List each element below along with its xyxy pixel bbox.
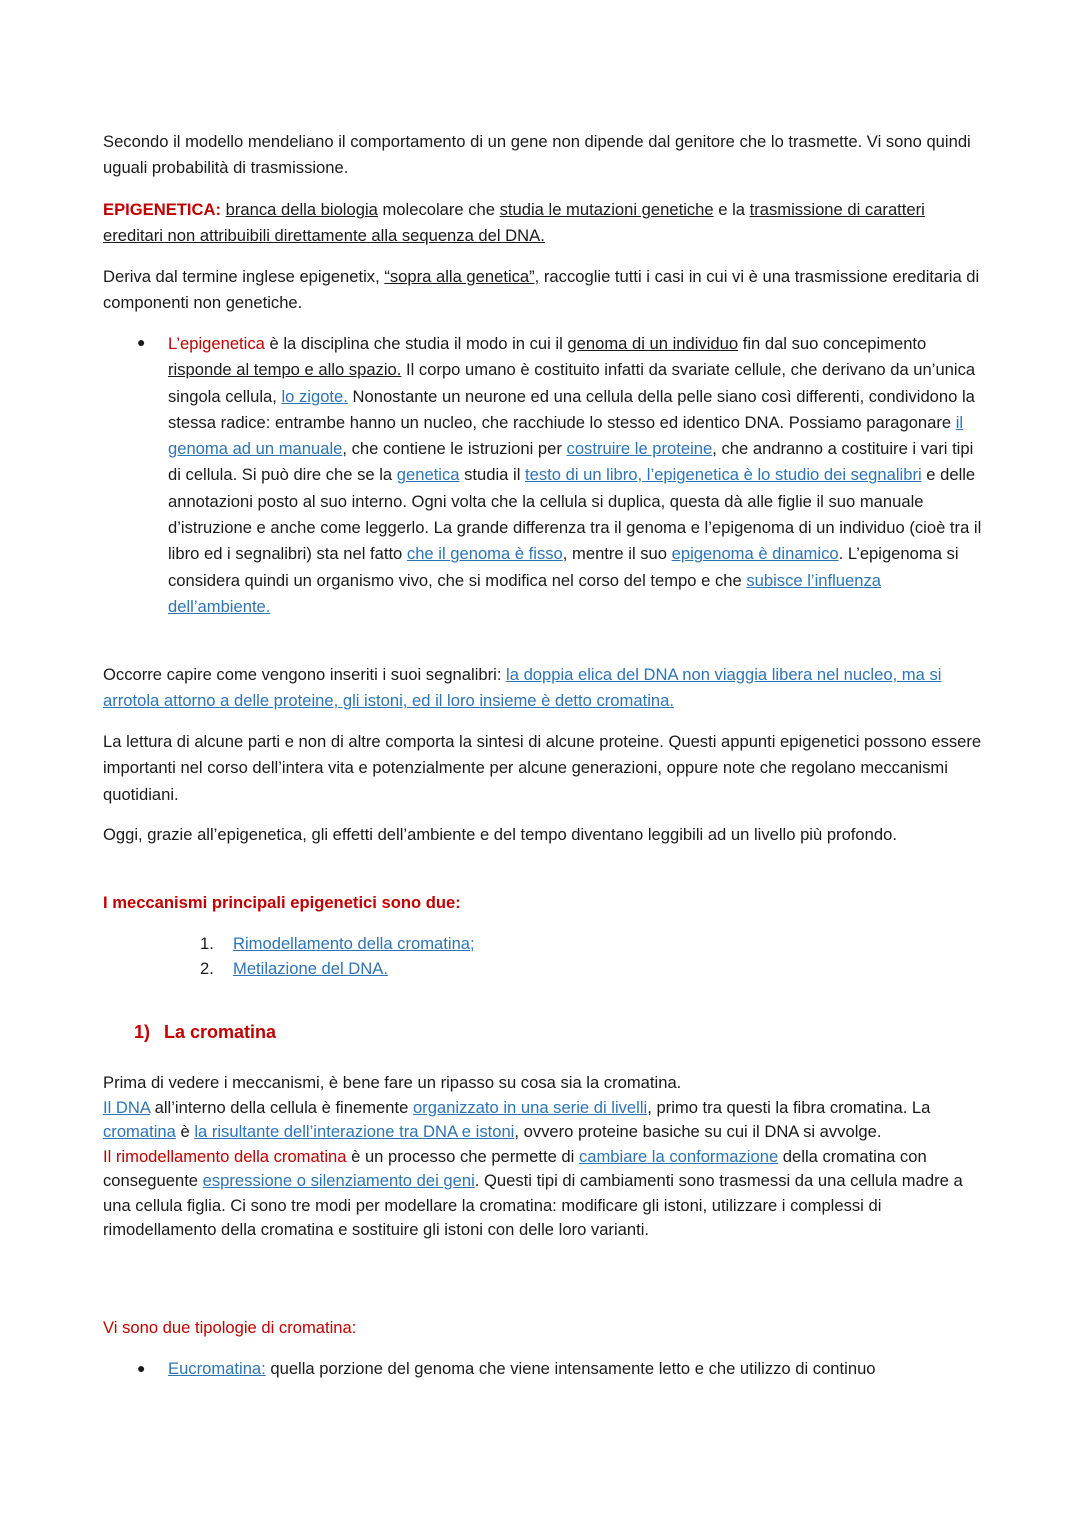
cromatina-link: cambiare la conformazione: [578, 1146, 779, 1166]
epigenetica-label: EPIGENETICA:: [103, 200, 222, 219]
def-part: studia le mutazioni genetiche: [499, 200, 714, 219]
eucromatina-link: Eucromatina:: [168, 1359, 266, 1378]
bullet-link: che il genoma è fisso: [406, 544, 563, 564]
cromatina-text: è un processo che permette di: [346, 1146, 579, 1166]
bullet-epigenetica: [168, 331, 983, 620]
cromatina-text: all’interno della cellula è finemente: [150, 1097, 413, 1117]
deriva-paragraph: [103, 264, 983, 317]
deriva-quote: “sopra alla genetica”,: [384, 267, 540, 286]
cromatina-link: la risultante dell’interazione tra DNA e istoni: [194, 1122, 515, 1141]
bullet-link: epigenoma è dinamico: [671, 544, 839, 564]
deriva-part: Deriva dal termine inglese epigenetix,: [103, 267, 385, 286]
bullet-text: fin dal suo concepimento: [738, 334, 927, 353]
cromatina-text: , ovvero proteine basiche su cui il DNA si avvolge.: [514, 1122, 882, 1141]
cromatina-link: cromatina: [103, 1122, 176, 1141]
bullet-link: costruire le proteine: [566, 439, 713, 459]
bullet-term: L’epigenetica: [168, 334, 265, 353]
bullet-link: il genoma ad un manuale: [168, 412, 964, 459]
bullet-dot-icon: ●: [137, 334, 146, 350]
bullet-text: genoma di un individuo: [567, 334, 739, 353]
section-number: 1): [134, 1022, 151, 1042]
cromatina-term: Il rimodellamento della cromatina: [103, 1146, 347, 1166]
def-part: trasmissione di caratteri ereditari non attribuibili direttamente alla sequenza del DNA.: [103, 200, 925, 246]
cromatina-link: espressione o silenziamento dei geni: [202, 1171, 475, 1190]
section-title: La cromatina: [164, 1022, 277, 1042]
bullet-text: , mentre il suo: [562, 544, 672, 564]
def-part: branca della biologia: [225, 200, 378, 219]
intro-paragraph: Secondo il modello mendeliano il comportamento di un gene non dipende dal genitore che lo trasmette. Vi sono quindi uguali probabilità di trasmissione.: [103, 132, 971, 178]
list-link: Metilazione del DNA.: [233, 959, 388, 978]
bullet-text: Il corpo umano è costituito infatti da svariate cellule, che derivano da un’unica singola cellula,: [168, 360, 976, 406]
meccanismi-heading: I meccanismi principali epigenetici sono due:: [103, 893, 461, 912]
cromatina-text: , primo tra questi la fibra cromatina. La: [647, 1097, 931, 1117]
occorre-paragraph: [103, 662, 983, 715]
section-heading: [134, 1022, 276, 1043]
oggi-paragraph: Oggi, grazie all’epigenetica, gli effetti dell’ambiente e del tempo diventano leggibili ad un livello più profondo.: [103, 825, 897, 844]
bullet-text: , che contiene le istruzioni per: [342, 439, 567, 459]
cromatina-text: Prima di vedere i meccanismi, è bene fare un ripasso su cosa sia la cromatina.: [103, 1073, 682, 1092]
list-item: [200, 931, 475, 956]
bullet-text: e delle annotazioni posto al suo interno. Ogni volta che la cellula si duplica, questa dà alle figlie il suo manuale d’istruzione e anche come leggerlo. La grande differenza tra il genoma e l’epigenoma di un individuo (cioè tra il libro ed i segnalibri) sta nel fatto: [168, 465, 982, 564]
occorre-text: Occorre capire come vengono inseriti i suoi segnalibri:: [103, 665, 507, 684]
bullet-dot-icon: ●: [137, 1360, 146, 1376]
occorre-link: la doppia elica del DNA non viaggia libera nel nucleo, ma si arrotola attorno a delle proteine, gli istoni, ed il loro insieme è detto cromatina.: [103, 665, 942, 711]
cromatina-text: della cromatina con conseguente: [103, 1146, 927, 1190]
bullet-text: . L’epigenoma si considera quindi un organismo vivo, che si modifica nel corso del tempo e che: [168, 544, 959, 590]
cromatina-paragraph: [103, 1071, 983, 1243]
cromatina-link: organizzato in una serie di livelli: [412, 1097, 648, 1117]
bullet-link: testo di un libro, l’epigenetica è lo studio dei segnalibri: [525, 465, 922, 485]
deriva-part: raccoglie tutti i casi in cui vi è una trasmissione ereditaria di componenti non genetiche.: [103, 267, 980, 313]
bullet-text: Nonostante un neurone ed una cellula della pelle siano così differenti, condividono la stessa radice: entrambe hanno un nucleo, che racchiude lo stesso ed identico DNA. Possiamo paragonare: [168, 386, 975, 432]
cromatina-link: Il DNA: [103, 1097, 151, 1117]
bullet-eucromatina: [168, 1356, 983, 1382]
bullet-link: subisce l’influenza dell’ambiente.: [168, 570, 881, 616]
tipologie-heading: Vi sono due tipologie di cromatina:: [103, 1318, 357, 1337]
list-link: Rimodellamento della cromatina;: [233, 934, 475, 953]
list-number: 2.: [200, 959, 214, 978]
bullet-text: è la disciplina che studia il modo in cui il: [264, 334, 568, 353]
epigenetica-definition: [103, 197, 983, 250]
bullet-text: , che andranno a costituire i vari tipi di cellula. Si può dire che se la: [168, 439, 974, 485]
bullet-text: risponde al tempo e allo spazio.: [168, 360, 402, 380]
cromatina-text: . Questi tipi di cambiamenti sono trasmessi da una cellula madre a una cellula figlia. Ci sono tre modi per modellare la cromatina: modificare gli istoni, utilizzare i complessi di rimodellamento della cromatina e sostituire gli istoni con delle loro varianti.: [103, 1171, 963, 1239]
def-part: e la: [713, 200, 750, 219]
list-number: 1.: [200, 934, 214, 953]
cromatina-text: è: [175, 1122, 195, 1141]
list-item: [200, 956, 388, 981]
bullet-text: studia il: [459, 465, 525, 485]
lettura-paragraph: La lettura di alcune parti e non di altre comporta la sintesi di alcune proteine. Questi appunti epigenetici possono essere importanti nel corso dell’intera vita e potenzialmente per alcune generazioni, oppure note che regolano meccanismi quotidiani.: [103, 732, 982, 804]
bullet-link: genetica: [396, 465, 460, 485]
def-part: molecolare che: [377, 200, 500, 219]
bullet-link: lo zigote.: [281, 386, 348, 406]
eucromatina-text: quella porzione del genoma che viene intensamente letto e che utilizzo di continuo: [265, 1359, 876, 1378]
